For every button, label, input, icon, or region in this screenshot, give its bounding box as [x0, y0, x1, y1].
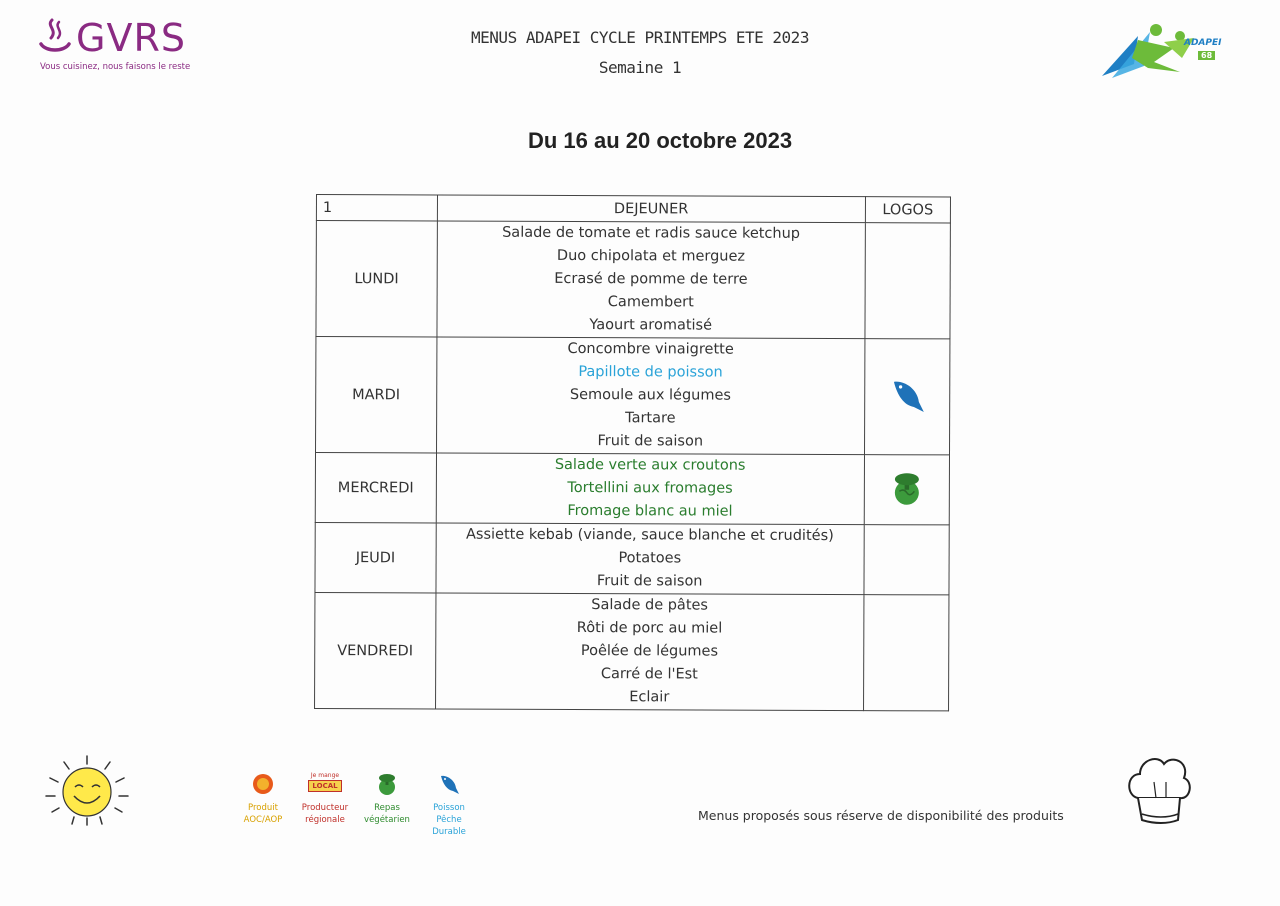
dish-item: Semoule aux légumes — [569, 386, 732, 404]
vegetarian-icon — [375, 772, 399, 796]
dish-item: Carré de l'Est — [600, 666, 698, 683]
dish-list — [436, 337, 864, 455]
legend-local-line1: Producteur — [301, 803, 349, 813]
table-row — [316, 221, 950, 339]
legend-fish-line3: Durable — [432, 827, 466, 837]
dish-item: Salade verte aux croutons — [554, 456, 746, 474]
menu-body — [315, 221, 951, 711]
legend-veg-line1: Repas — [374, 803, 400, 813]
dish-item: Duo chipolata et merguez — [556, 247, 746, 265]
legend-local — [290, 772, 360, 826]
dish-item: Tortellini aux fromages — [567, 479, 733, 497]
legend-veg-line2: végétarien — [364, 815, 410, 825]
brand-tagline: Vous cuisinez, nous faisons le reste — [40, 62, 191, 72]
dish-list — [436, 523, 864, 595]
dish-item: Salade de pâtes — [591, 597, 709, 614]
dish-list — [437, 221, 865, 339]
dish-item: Fromage blanc au miel — [567, 502, 733, 520]
dish-item: Fruit de saison — [596, 573, 703, 590]
adapei-logo-code: 68 — [1198, 51, 1215, 60]
legend-aoc-line2: AOC/AOP — [243, 815, 283, 825]
dish-item: Ecrasé de pomme de terre — [554, 270, 748, 288]
dish-list — [436, 453, 864, 525]
dish-item: Papillote de poisson — [578, 364, 723, 381]
sun-icon — [42, 754, 132, 826]
logo-cell — [864, 525, 950, 595]
dish-item: Camembert — [607, 294, 694, 311]
day-name: JEUDI — [315, 522, 436, 592]
legend-veg — [352, 772, 422, 826]
day-name: VENDREDI — [315, 592, 436, 708]
date-range: Du 16 au 20 octobre 2023 — [527, 128, 793, 153]
logo-cell — [863, 595, 949, 711]
lunch-header: DEJEUNER — [437, 195, 865, 223]
dish-item: Rôti de porc au miel — [576, 620, 723, 637]
fish-icon — [887, 403, 927, 419]
legend-aoc — [228, 772, 298, 826]
day-name: LUNDI — [316, 221, 437, 337]
adapei-logo — [1098, 18, 1222, 82]
brand-name: GVRS — [76, 16, 186, 60]
menu-table — [314, 194, 951, 711]
local-badge-top: Je mange — [310, 772, 340, 779]
vegetarian-icon — [889, 494, 925, 510]
dish-item: Yaourt aromatisé — [589, 317, 713, 334]
page-subtitle: Semaine 1 — [598, 58, 682, 77]
day-name: MERCREDI — [315, 453, 436, 523]
legend-aoc-line1: Produit — [248, 803, 278, 813]
logo-cell — [865, 223, 951, 339]
dish-item: Tartare — [625, 410, 676, 427]
logos-header: LOGOS — [865, 197, 950, 223]
dish-item: Poêlée de légumes — [580, 643, 719, 660]
table-header-row — [316, 195, 950, 223]
table-row — [315, 592, 949, 710]
disclaimer: Menus proposés sous réserve de disponibilité des produits — [698, 808, 1064, 823]
dish-item: Potatoes — [618, 550, 682, 567]
adapei-logo-text: ADAPEI — [1184, 38, 1222, 48]
legend-fish-line2: Pêche — [436, 815, 462, 825]
dish-item: Salade de tomate et radis sauce ketchup — [502, 224, 801, 242]
local-badge-icon — [308, 772, 342, 794]
gvrs-logo — [38, 14, 198, 74]
day-name: MARDI — [316, 337, 437, 453]
aoc-seal-icon — [251, 772, 275, 796]
dish-item: Fruit de saison — [597, 433, 704, 450]
logo-cell — [864, 455, 950, 525]
dish-item: Eclair — [629, 689, 670, 706]
chef-hat-icon — [1124, 752, 1194, 830]
table-row — [316, 337, 950, 455]
legend-fish-line1: Poisson — [433, 803, 465, 813]
dish-item: Assiette kebab (viande, sauce blanche et crudités) — [465, 526, 834, 544]
steam-pot-icon — [38, 16, 72, 60]
dish-list — [435, 593, 863, 711]
logo-cell — [864, 339, 950, 455]
fish-icon — [437, 772, 461, 796]
legend-fish — [414, 772, 484, 838]
adapei-emblem-icon — [1098, 18, 1222, 82]
table-row — [315, 453, 949, 525]
legend-local-line2: régionale — [305, 815, 345, 825]
week-number-header: 1 — [316, 195, 437, 221]
local-badge-main: LOCAL — [308, 780, 342, 792]
page-title: MENUS ADAPEI CYCLE PRINTEMPS ETE 2023 — [471, 28, 809, 47]
table-row — [315, 522, 949, 594]
dish-item: Concombre vinaigrette — [567, 340, 734, 358]
